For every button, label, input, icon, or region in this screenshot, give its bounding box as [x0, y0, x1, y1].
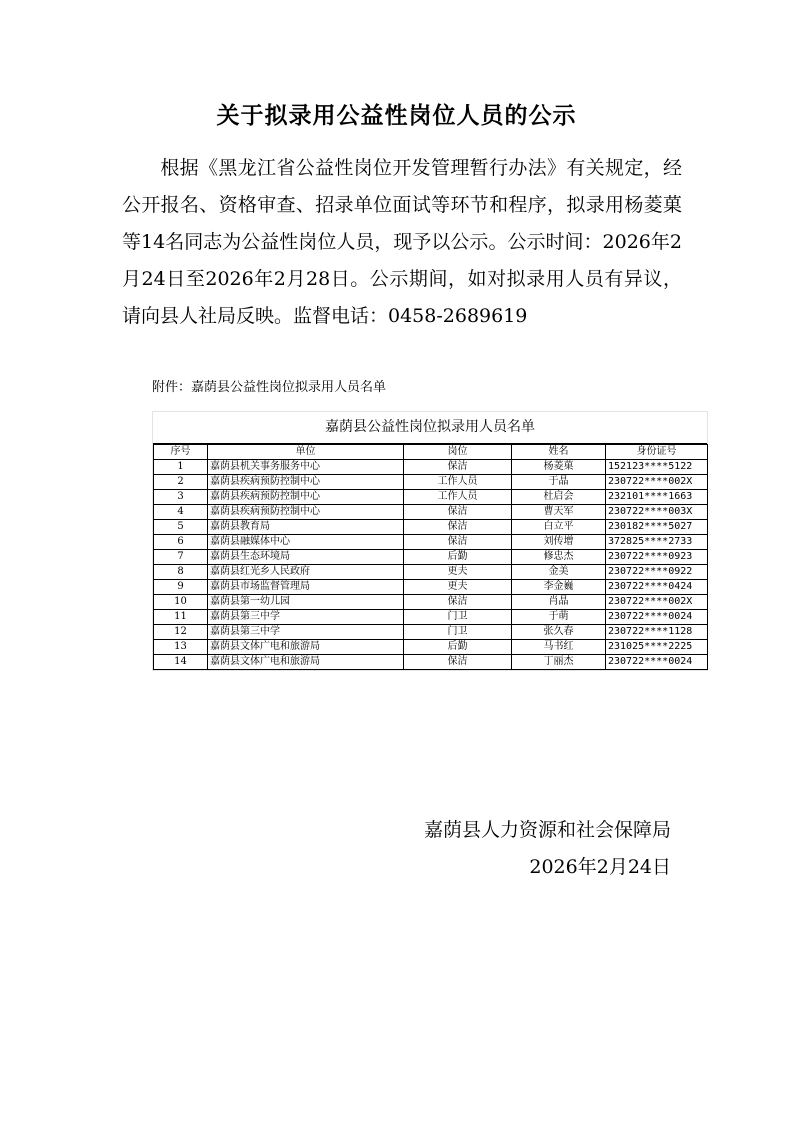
header-post: 岗位 — [404, 445, 512, 460]
roster-table-title: 嘉荫县公益性岗位拟录用人员名单 — [153, 412, 707, 444]
row-unit: 嘉荫县疾病预防控制中心 — [208, 490, 404, 505]
row-name: 白立平 — [512, 520, 606, 535]
table-row — [154, 520, 708, 535]
row-id: 230722****0424 — [606, 580, 708, 595]
row-unit: 嘉荫县疾病预防控制中心 — [208, 475, 404, 490]
row-post: 保洁 — [404, 520, 512, 535]
row-unit: 嘉荫县疾病预防控制中心 — [208, 505, 404, 520]
row-no: 3 — [154, 490, 208, 505]
row-id: 230722****0922 — [606, 565, 708, 580]
row-name: 曹天军 — [512, 505, 606, 520]
header-unit: 单位 — [208, 445, 404, 460]
row-no: 10 — [154, 595, 208, 610]
row-unit: 嘉荫县第三中学 — [208, 610, 404, 625]
notice-title: 关于拟录用公益性岗位人员的公示 — [216, 102, 577, 129]
notice-body-text: 根据《黑龙江省公益性岗位开发管理暂行办法》有关规定，经公开报名、资格审查、招录单位面试等环节和程序，拟录用杨菱菓等14名同志为公益性岗位人员，现予以公示。公示时间：2026年2月24日至2026年2月28日。公示期间，如对拟录用人员有异议，请向县人社局反映。监督电话：0458-2689619 — [122, 157, 682, 327]
row-id: 230722****003X — [606, 505, 708, 520]
roster-table — [153, 444, 708, 670]
table-row — [154, 655, 708, 670]
row-id: 230722****0923 — [606, 550, 708, 565]
row-unit: 嘉荫县机关事务服务中心 — [208, 460, 404, 475]
attachment-label: 附件：嘉荫县公益性岗位拟录用人员名单 — [152, 380, 387, 395]
row-unit: 嘉荫县融媒体中心 — [208, 535, 404, 550]
row-no: 1 — [154, 460, 208, 475]
row-post: 工作人员 — [404, 490, 512, 505]
header-id: 身份证号 — [606, 445, 708, 460]
table-row — [154, 475, 708, 490]
row-id: 230722****002X — [606, 475, 708, 490]
row-unit: 嘉荫县生态环境局 — [208, 550, 404, 565]
row-name: 刘传增 — [512, 535, 606, 550]
table-row — [154, 625, 708, 640]
row-id: 232101****1663 — [606, 490, 708, 505]
row-post: 保洁 — [404, 595, 512, 610]
row-unit: 嘉荫县文体广电和旅游局 — [208, 640, 404, 655]
row-no: 11 — [154, 610, 208, 625]
row-name: 马书红 — [512, 640, 606, 655]
row-unit: 嘉荫县文体广电和旅游局 — [208, 655, 404, 670]
table-row — [154, 550, 708, 565]
row-name: 丁丽杰 — [512, 655, 606, 670]
row-id: 372825****2733 — [606, 535, 708, 550]
row-name: 张久春 — [512, 625, 606, 640]
row-post: 保洁 — [404, 655, 512, 670]
table-header-row — [154, 445, 708, 460]
row-post: 门卫 — [404, 610, 512, 625]
row-name: 杜启会 — [512, 490, 606, 505]
signature-org: 嘉荫县人力资源和社会保障局 — [423, 819, 671, 841]
row-post: 后勤 — [404, 550, 512, 565]
signature-date: 2026年2月24日 — [529, 856, 671, 878]
row-post: 工作人员 — [404, 475, 512, 490]
row-no: 5 — [154, 520, 208, 535]
row-name: 肖晶 — [512, 595, 606, 610]
table-row — [154, 535, 708, 550]
row-name: 于萌 — [512, 610, 606, 625]
row-unit: 嘉荫县红光乡人民政府 — [208, 565, 404, 580]
row-no: 14 — [154, 655, 208, 670]
row-name: 李金巍 — [512, 580, 606, 595]
row-id: 230722****0024 — [606, 655, 708, 670]
row-post: 保洁 — [404, 505, 512, 520]
row-no: 2 — [154, 475, 208, 490]
header-name: 姓名 — [512, 445, 606, 460]
roster-table-container — [152, 411, 708, 671]
row-id: 230722****002X — [606, 595, 708, 610]
row-post: 门卫 — [404, 625, 512, 640]
table-row — [154, 580, 708, 595]
row-no: 13 — [154, 640, 208, 655]
table-row — [154, 610, 708, 625]
notice-body — [122, 150, 682, 335]
row-id: 230722****0024 — [606, 610, 708, 625]
row-unit: 嘉荫县第一幼儿园 — [208, 595, 404, 610]
roster-table-body — [154, 460, 708, 670]
row-no: 9 — [154, 580, 208, 595]
row-no: 6 — [154, 535, 208, 550]
row-post: 保洁 — [404, 535, 512, 550]
row-name: 于晶 — [512, 475, 606, 490]
row-post: 保洁 — [404, 460, 512, 475]
row-post: 更夫 — [404, 580, 512, 595]
row-name: 修忠杰 — [512, 550, 606, 565]
row-no: 7 — [154, 550, 208, 565]
table-row — [154, 460, 708, 475]
table-row — [154, 640, 708, 655]
row-unit: 嘉荫县市场监督管理局 — [208, 580, 404, 595]
row-id: 231025****2225 — [606, 640, 708, 655]
row-name: 金美 — [512, 565, 606, 580]
row-unit: 嘉荫县教育局 — [208, 520, 404, 535]
table-row — [154, 565, 708, 580]
row-post: 后勤 — [404, 640, 512, 655]
row-no: 8 — [154, 565, 208, 580]
header-no: 序号 — [154, 445, 208, 460]
row-name: 杨菱菓 — [512, 460, 606, 475]
row-no: 4 — [154, 505, 208, 520]
row-unit: 嘉荫县第三中学 — [208, 625, 404, 640]
row-id: 230722****1128 — [606, 625, 708, 640]
row-no: 12 — [154, 625, 208, 640]
table-row — [154, 505, 708, 520]
row-id: 152123****5122 — [606, 460, 708, 475]
table-row — [154, 490, 708, 505]
row-id: 230182****5027 — [606, 520, 708, 535]
table-row — [154, 595, 708, 610]
row-post: 更夫 — [404, 565, 512, 580]
